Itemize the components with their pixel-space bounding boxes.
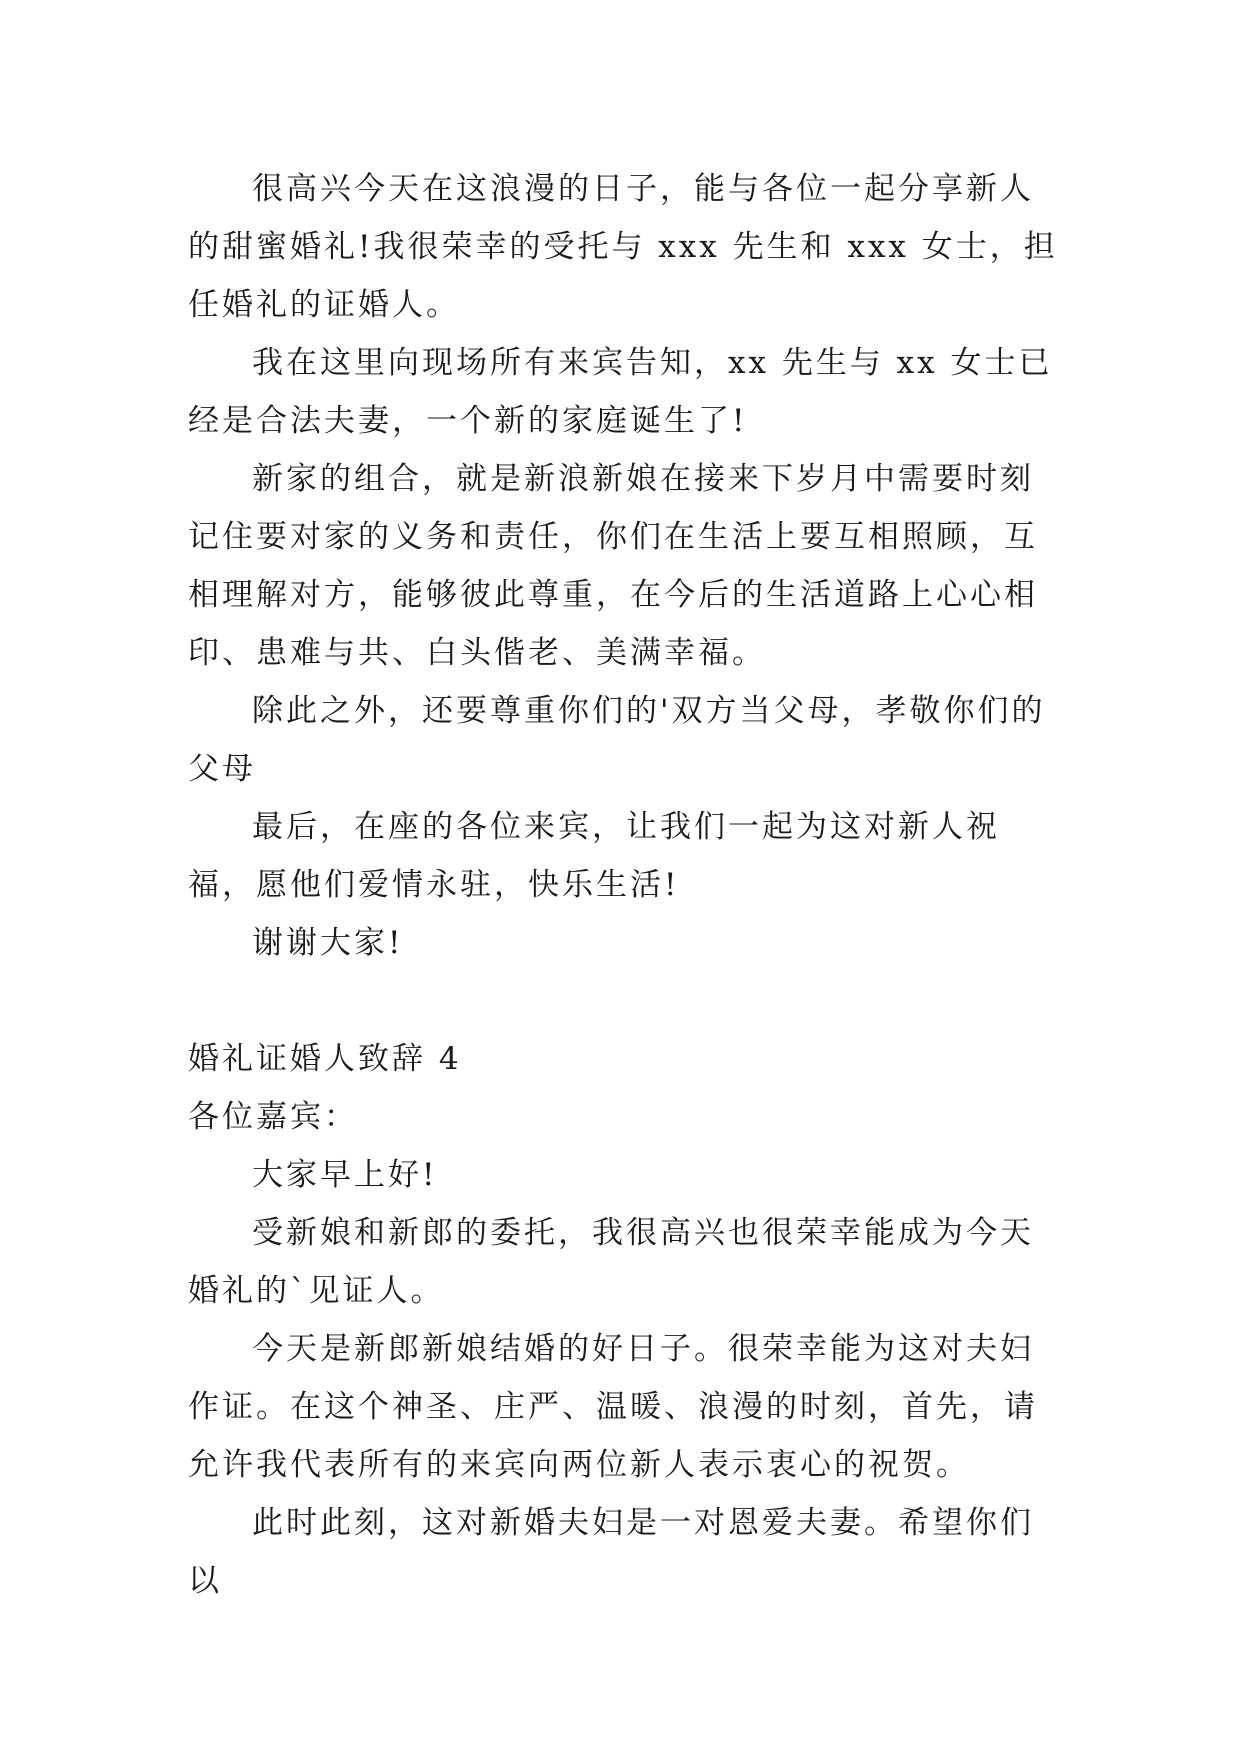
section-heading: 婚礼证婚人致辞 4 xyxy=(188,1041,462,1077)
paragraph: 最后，在座的各位来宾，让我们一起为这对新人祝福，愿他们爱情永驻，快乐生活! xyxy=(188,809,1000,903)
paragraph: 我在这里向现场所有来宾告知，xx 先生与 xx 女士已经是合法夫妻，一个新的家庭诞生了! xyxy=(188,345,1053,439)
paragraph: 大家早上好! xyxy=(252,1157,438,1193)
salutation: 各位嘉宾： xyxy=(188,1099,358,1135)
paragraph: 新家的组合，就是新浪新娘在接来下岁月中需要时刻记住要对家的义务和责任，你们在生活上要互相照顾，互相理解对方，能够彼此尊重，在今后的生活道路上心心相印、患难与共、白头偕老、美满幸福。 xyxy=(188,461,1038,671)
section-spacer xyxy=(188,972,1058,1030)
paragraph: 此时此刻，这对新婚夫妇是一对恩爱夫妻。希望你们以 xyxy=(188,1505,1034,1599)
paragraph: 除此之外，还要尊重你们的'双方当父母，孝敬你们的父母 xyxy=(188,693,1046,787)
paragraph: 谢谢大家! xyxy=(252,925,404,961)
paragraph: 今天是新郎新娘结婚的好日子。很荣幸能为这对夫妇作证。在这个神圣、庄严、温暖、浪漫的时刻，首先，请允许我代表所有的来宾向两位新人表示衷心的祝贺。 xyxy=(188,1331,1038,1483)
paragraph: 受新娘和新郎的委托，我很高兴也很荣幸能成为今天婚礼的`见证人。 xyxy=(188,1215,1034,1309)
paragraph: 很高兴今天在这浪漫的日子，能与各位一起分享新人的甜蜜婚礼!我很荣幸的受托与 xxx 先生和 xxx 女士，担任婚礼的证婚人。 xyxy=(188,171,1058,323)
document-page xyxy=(188,160,1058,1610)
